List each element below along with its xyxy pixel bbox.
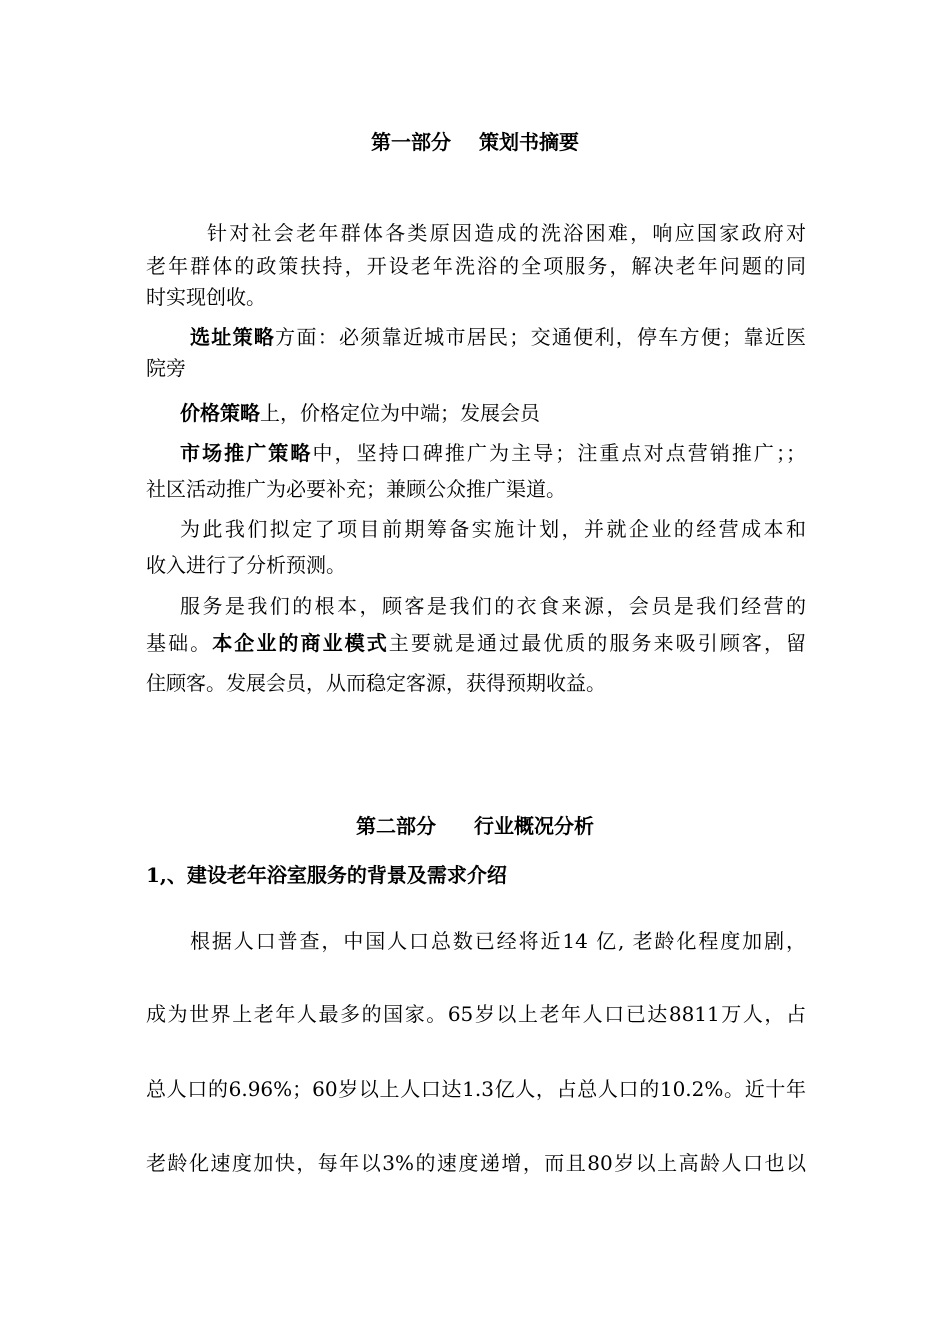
text: 主要就是通过最优质的服务来吸引顾客，留 <box>388 631 807 655</box>
paragraph-line: 时实现创收。 <box>146 285 266 309</box>
part-label: 第一部分 <box>371 130 451 154</box>
paragraph-line: 老龄化速度加快，每年以3%的速度递增，而且80岁以上高龄人口也以 <box>146 1151 806 1175</box>
text: 方面：必须靠近城市居民；交通便利，停车方便；靠近医 <box>275 325 807 349</box>
text: 上，价格定位为中端；发展会员 <box>260 401 540 425</box>
part-title-text: 行业概况分析 <box>474 814 594 838</box>
bold-term: 市场推广策略 <box>180 441 313 465</box>
paragraph-line: 老年群体的政策扶持，开设老年洗浴的全项服务，解决老年问题的同 <box>146 254 806 278</box>
part-label: 第二部分 <box>356 814 436 838</box>
text: 基础。 <box>146 631 213 655</box>
part2-title <box>0 814 950 838</box>
paragraph-line: 院旁 <box>146 356 186 380</box>
bold-term: 选址策略 <box>190 325 276 349</box>
part-title-text: 策划书摘要 <box>479 130 579 154</box>
paragraph-line <box>146 631 806 655</box>
marketing-strategy-line <box>180 441 806 465</box>
bold-term: 本企业的商业模式 <box>212 631 389 655</box>
price-strategy-line <box>180 401 840 425</box>
paragraph-line: 服务是我们的根本，顾客是我们的衣食来源，会员是我们经营的 <box>180 594 806 618</box>
paragraph-line: 成为世界上老年人最多的国家。65岁以上老年人口已达8811万人，占 <box>146 1002 806 1026</box>
paragraph-line: 住顾客。发展会员，从而稳定客源，获得预期收益。 <box>146 671 606 695</box>
bold-term: 价格策略 <box>180 401 260 425</box>
section-heading: 1,、建设老年浴室服务的背景及需求介绍 <box>146 863 507 887</box>
paragraph-line: 针对社会老年群体各类原因造成的洗浴困难，响应国家政府对 <box>207 221 806 245</box>
paragraph-line: 总人口的6.96%；60岁以上人口达1.3亿人，占总人口的10.2%。近十年 <box>146 1077 806 1101</box>
text: 中，坚持口碑推广为主导；注重点对点营销推广；； <box>312 441 807 465</box>
paragraph-line: 根据人口普查，中国人口总数已经将近14 亿, 老龄化程度加剧， <box>190 929 806 953</box>
paragraph-line: 收入进行了分析预测。 <box>146 553 346 577</box>
part1-title <box>0 130 950 154</box>
paragraph-line: 为此我们拟定了项目前期筹备实施计划，并就企业的经营成本和 <box>180 517 806 541</box>
site-strategy-line <box>190 325 806 349</box>
paragraph-line: 社区活动推广为必要补充；兼顾公众推广渠道。 <box>146 477 566 501</box>
